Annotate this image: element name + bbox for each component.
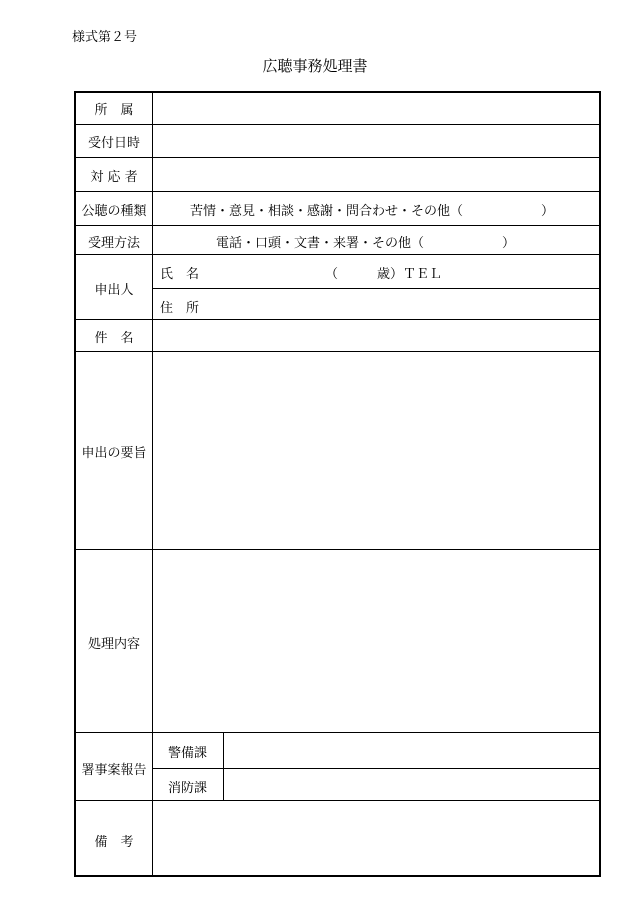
hearing-type-options: 苦情・意見・相談・感謝・問合わせ・その他（ ）	[190, 204, 555, 219]
row-divider	[74, 319, 601, 320]
row-divider	[74, 191, 601, 192]
row-divider	[74, 225, 601, 226]
applicant-age-tel: （ 歳）ＴＥＬ	[325, 267, 443, 282]
label-processing-details: 処理内容	[87, 637, 140, 652]
guard-section-label: 警備課	[168, 746, 208, 761]
label-reception-datetime: 受付日時	[87, 136, 140, 151]
label-affiliation: 所 属	[94, 103, 134, 118]
label-request-summary: 申出の要旨	[81, 446, 147, 461]
row-divider	[74, 800, 601, 801]
reception-method-options: 電話・口頭・文書・来署・その他（ ）	[216, 236, 516, 251]
row-divider	[152, 288, 601, 289]
row-divider	[74, 549, 601, 550]
applicant-address-label: 住 所	[160, 301, 200, 316]
fire-prevention-section-label: 消防課	[168, 781, 208, 796]
form-number: 様式第２号	[72, 30, 138, 45]
label-column-divider	[152, 91, 153, 877]
row-divider	[74, 351, 601, 352]
label-remarks: 備 考	[94, 835, 134, 850]
row-divider	[74, 254, 601, 255]
label-applicant: 申出人	[94, 283, 134, 298]
row-divider	[74, 124, 601, 125]
page-title: 広聴事務処理書	[262, 57, 368, 75]
row-divider	[152, 768, 601, 769]
label-subject: 件 名	[94, 331, 134, 346]
label-reception-method: 受理方法	[87, 236, 140, 251]
label-station-report: 署事案報告	[81, 763, 147, 778]
applicant-name-label: 氏 名	[160, 267, 200, 282]
label-handler: 対 応 者	[90, 170, 138, 185]
label-hearing-type: 公聴の種類	[81, 204, 147, 219]
row-divider	[74, 732, 601, 733]
row-divider	[74, 157, 601, 158]
section-column-divider	[223, 732, 224, 800]
